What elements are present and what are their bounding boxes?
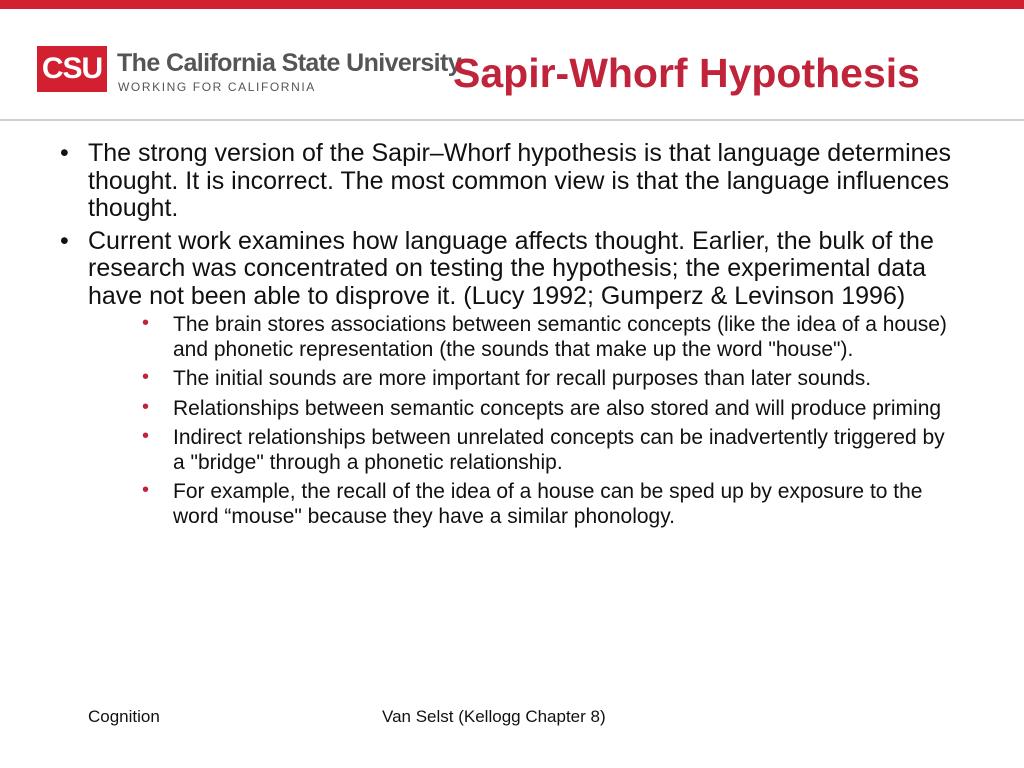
sub-bullet-list	[88, 313, 960, 529]
bullet-item	[60, 228, 960, 530]
bullet-text: Current work examines how language affects thought. Earlier, the bulk of the research was concentrated on testing the hypothesis; the experimental data have not been able to disprove it. (Lucy 1992; Gumperz & Levinson 1996)	[88, 226, 934, 310]
bullet-dot: •	[60, 226, 69, 255]
csu-logo-tagline: WORKING FOR CALIFORNIA	[118, 80, 316, 94]
sub-bullet-text: The initial sounds are more important for recall purposes than later sounds.	[173, 367, 872, 390]
sub-bullet-text: Relationships between semantic concepts are also stored and will produce priming	[173, 396, 942, 420]
top-accent-bar	[0, 0, 1024, 9]
slide-title: Sapir-Whorf Hypothesis	[453, 50, 920, 96]
csu-logo-name: The California State University	[117, 49, 461, 77]
sub-bullet-dot: •	[142, 479, 150, 501]
sub-bullet-item	[88, 480, 960, 529]
sub-bullet-item	[88, 426, 960, 475]
sub-bullet-dot: •	[142, 366, 150, 388]
sub-bullet-text: The brain stores associations between semantic concepts (like the idea of a house) and phonetic representation (the sounds that make up the word "house").	[173, 313, 947, 361]
bullet-item	[60, 140, 960, 223]
footer-source: Van Selst (Kellogg Chapter 8)	[382, 707, 606, 726]
bullet-text: The strong version of the Sapir–Whorf hypothesis is that language determines thought. It is incorrect. The most common view is that the language influences thought.	[88, 139, 951, 222]
sub-bullet-text: Indirect relationships between unrelated concepts can be inadvertently triggered by a "bridge" through a phonetic relationship.	[173, 426, 945, 474]
sub-bullet-item	[88, 313, 960, 362]
sub-bullet-dot: •	[142, 425, 150, 447]
csu-logo-mark: CSU	[37, 46, 107, 92]
bullet-dot: •	[60, 139, 69, 167]
sub-bullet-text: For example, the recall of the idea of a house can be sped up by exposure to the word “mouse" because they have a similar phonology.	[173, 480, 923, 528]
sub-bullet-item	[88, 367, 960, 392]
sub-bullet-dot: •	[142, 395, 150, 418]
sub-bullet-dot: •	[142, 312, 150, 334]
header-divider	[0, 119, 1024, 121]
slide-content	[60, 140, 960, 534]
sub-bullet-item	[88, 397, 960, 422]
csu-logo	[37, 46, 461, 94]
bullet-list	[60, 140, 960, 529]
footer-course: Cognition	[88, 707, 160, 726]
